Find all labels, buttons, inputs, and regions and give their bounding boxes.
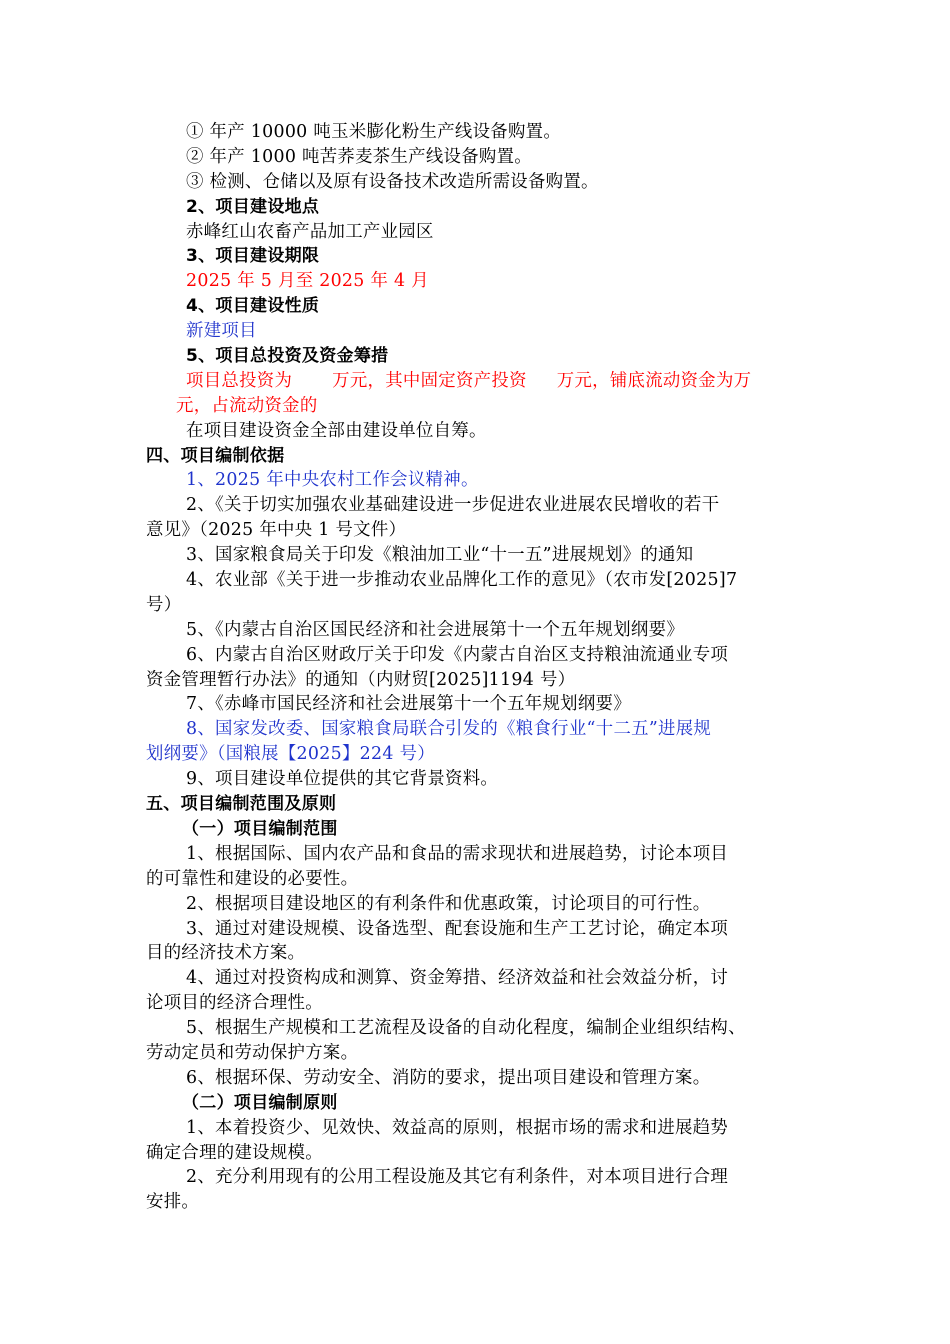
scope-item-1: 1、根据国际、国内农产品和食品的需求现状和进展趋势，讨论本项目 bbox=[186, 843, 729, 864]
investment-text-line1 bbox=[0, 369, 950, 394]
basis-item-8: 8、国家发改委、国家粮食局联合引发的《粮食行业“十二五”进展规 bbox=[186, 719, 712, 740]
principle-item-1: 1、本着投资少、见效快、效益高的原则，根据市场的需求和进展趋势 bbox=[186, 1117, 729, 1138]
heading-nature: 4、项目建设性质 bbox=[186, 296, 320, 317]
heading-period: 3、项目建设期限 bbox=[186, 246, 320, 267]
investment-self-funded: 在项目建设资金全部由建设单位自筹。 bbox=[186, 420, 487, 441]
scope-item-2: 2、根据项目建设地区的有利条件和优惠政策，讨论项目的可行性。 bbox=[186, 893, 711, 914]
scope-item-3: 3、通过对建设规模、设备选型、配套设施和生产工艺讨论，确定本项 bbox=[186, 918, 729, 939]
period-text: 2025 年 5 月至 2025 年 4 月 bbox=[186, 271, 429, 292]
basis-item-3: 3、国家粮食局关于印发《粮油加工业“十一五”进展规划》的通知 bbox=[186, 545, 694, 566]
equipment-item-3: ③ 检测、仓储以及原有设备技术改造所需设备购置。 bbox=[186, 171, 599, 192]
basis-item-4: 4、农业部《关于进一步推动农业品牌化工作的意见》（农市发[2025]7 bbox=[186, 570, 738, 591]
basis-item-9: 9、项目建设单位提供的其它背景资料。 bbox=[186, 769, 499, 790]
investment-fixed-label: 万元，其中固定资产投资 bbox=[332, 370, 527, 391]
basis-item-5: 5、《内蒙古自治区国民经济和社会进展第十一个五年规划纲要》 bbox=[186, 619, 685, 640]
investment-working-label: 万元，铺底流动资金为万 bbox=[556, 370, 752, 391]
basis-item-1: 1、2025 年中央农村工作会议精神。 bbox=[186, 470, 479, 491]
principle-item-2: 2、充分利用现有的公用工程设施及其它有利条件，对本项目进行合理 bbox=[186, 1167, 729, 1188]
scope-item-6: 6、根据环保、劳动安全、消防的要求，提出项目建设和管理方案。 bbox=[186, 1067, 711, 1088]
equipment-item-1: ① 年产 10000 吨玉米膨化粉生产线设备购置。 bbox=[186, 122, 562, 142]
scope-item-5: 5、根据生产规模和工艺流程及设备的自动化程度，编制企业组织结构、 bbox=[186, 1018, 746, 1039]
basis-item-6-cont: 资金管理暂行办法》的通知（内财贸[2025]1194 号） bbox=[146, 669, 576, 690]
investment-text-line2: 元，占流动资金的 bbox=[176, 395, 318, 416]
heading-investment: 5、项目总投资及资金筹措 bbox=[186, 346, 389, 367]
basis-item-2: 2、《关于切实加强农业基础建设进一步促进农业进展农民增收的若干 bbox=[186, 495, 720, 516]
location-text: 赤峰红山农畜产品加工产业园区 bbox=[186, 221, 434, 242]
investment-total-label: 项目总投资为 bbox=[186, 370, 293, 391]
basis-item-7: 7、《赤峰市国民经济和社会进展第十一个五年规划纲要》 bbox=[186, 694, 631, 715]
basis-item-6: 6、内蒙古自治区财政厅关于印发《内蒙古自治区支持粮油流通业专项 bbox=[186, 644, 729, 665]
scope-item-4: 4、通过对投资构成和测算、资金筹措、经济效益和社会效益分析，讨 bbox=[186, 968, 729, 989]
nature-text: 新建项目 bbox=[186, 321, 257, 342]
document-page bbox=[0, 120, 950, 1215]
heading-location: 2、项目建设地点 bbox=[186, 196, 320, 217]
equipment-item-2: ② 年产 1000 吨苦荞麦茶生产线设备购置。 bbox=[186, 146, 532, 167]
principle-item-1-cont: 确定合理的建设规模。 bbox=[146, 1142, 323, 1163]
heading-principles: （二）项目编制原则 bbox=[182, 1092, 338, 1113]
basis-item-8-cont: 划纲要》（国粮展【2025】224 号） bbox=[146, 744, 435, 765]
principle-item-2-cont: 安排。 bbox=[146, 1192, 200, 1213]
scope-item-5-cont: 劳动定员和劳动保护方案。 bbox=[146, 1042, 359, 1063]
basis-item-4-cont: 号） bbox=[146, 594, 182, 615]
heading-basis: 四、项目编制依据 bbox=[146, 445, 285, 466]
basis-item-2-cont: 意见》（2025 年中央 1 号文件） bbox=[146, 520, 407, 541]
scope-item-1-cont: 的可靠性和建设的必要性。 bbox=[146, 868, 359, 889]
heading-scope-principles: 五、项目编制范围及原则 bbox=[146, 794, 337, 815]
scope-item-4-cont: 论项目的经济合理性。 bbox=[146, 993, 323, 1014]
heading-scope: （一）项目编制范围 bbox=[182, 818, 338, 839]
scope-item-3-cont: 目的经济技术方案。 bbox=[146, 943, 306, 964]
